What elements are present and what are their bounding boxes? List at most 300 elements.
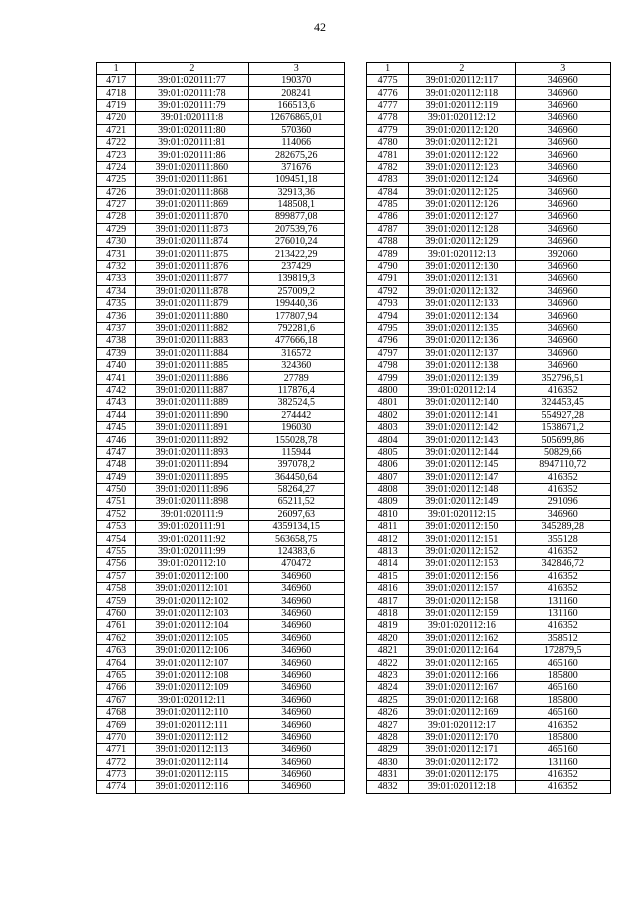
cell-number: 4736 (97, 310, 136, 322)
cell-number: 4741 (97, 372, 136, 384)
cell-number: 4720 (97, 112, 136, 124)
cell-number: 4810 (367, 508, 409, 520)
cell-number: 4725 (97, 174, 136, 186)
table-row (97, 706, 345, 718)
cell-number: 4744 (97, 409, 136, 421)
cell-number: 4832 (367, 781, 409, 793)
cell-value: 416352 (515, 781, 610, 793)
cell-cadastral-number: 39:01:020112:104 (136, 620, 248, 632)
cell-value: 382524,5 (248, 397, 344, 409)
cell-value: 115944 (248, 446, 344, 458)
cell-number: 4743 (97, 397, 136, 409)
cell-cadastral-number: 39:01:020111:873 (136, 223, 248, 235)
table-row (97, 99, 345, 111)
cell-value: 346960 (248, 682, 344, 694)
table-row (97, 483, 345, 495)
cell-value: 117876,4 (248, 384, 344, 396)
cell-cadastral-number: 39:01:020112:132 (409, 285, 515, 297)
cell-cadastral-number: 39:01:020111:887 (136, 384, 248, 396)
table-row (367, 545, 611, 557)
table-row (97, 186, 345, 198)
cell-cadastral-number: 39:01:020112:109 (136, 682, 248, 694)
cell-cadastral-number: 39:01:020112:143 (409, 434, 515, 446)
table-row (97, 322, 345, 334)
cell-number: 4770 (97, 731, 136, 743)
cell-cadastral-number: 39:01:020111:81 (136, 136, 248, 148)
table-row (97, 694, 345, 706)
cell-cadastral-number: 39:01:020112:18 (409, 781, 515, 793)
table-row (367, 595, 611, 607)
cell-value: 109451,18 (248, 174, 344, 186)
cell-number: 4737 (97, 322, 136, 334)
cell-value: 1538671,2 (515, 421, 610, 433)
cell-value: 346960 (248, 632, 344, 644)
table-row (367, 756, 611, 768)
cell-number: 4760 (97, 607, 136, 619)
cell-value: 346960 (515, 359, 610, 371)
cell-value: 148508,1 (248, 198, 344, 210)
cell-number: 4762 (97, 632, 136, 644)
cell-cadastral-number: 39:01:020112:115 (136, 768, 248, 780)
table-row (367, 657, 611, 669)
cell-value: 346960 (248, 595, 344, 607)
cell-cadastral-number: 39:01:020112:167 (409, 682, 515, 694)
cell-cadastral-number: 39:01:020112:141 (409, 409, 515, 421)
cell-number: 4772 (97, 756, 136, 768)
table-row (97, 434, 345, 446)
cell-value: 416352 (515, 471, 610, 483)
header-cell-value: 3 (515, 63, 610, 75)
cell-cadastral-number: 39:01:020112:125 (409, 186, 515, 198)
cell-cadastral-number: 39:01:020112:124 (409, 174, 515, 186)
cell-number: 4734 (97, 285, 136, 297)
cell-number: 4828 (367, 731, 409, 743)
table-row (97, 310, 345, 322)
cell-number: 4823 (367, 669, 409, 681)
cell-value: 27789 (248, 372, 344, 384)
cell-number: 4807 (367, 471, 409, 483)
registry-table-left (96, 62, 345, 794)
cell-value: 346960 (515, 310, 610, 322)
cell-cadastral-number: 39:01:020111:880 (136, 310, 248, 322)
cell-cadastral-number: 39:01:020112:103 (136, 607, 248, 619)
table-row (367, 174, 611, 186)
cell-cadastral-number: 39:01:020111:889 (136, 397, 248, 409)
cell-cadastral-number: 39:01:020112:16 (409, 620, 515, 632)
cell-number: 4746 (97, 434, 136, 446)
cell-cadastral-number: 39:01:020112:137 (409, 347, 515, 359)
cell-value: 346960 (515, 87, 610, 99)
cell-number: 4767 (97, 694, 136, 706)
cell-value: 207539,76 (248, 223, 344, 235)
table-row (367, 781, 611, 793)
cell-cadastral-number: 39:01:020111:8 (136, 112, 248, 124)
cell-cadastral-number: 39:01:020112:138 (409, 359, 515, 371)
table-row (367, 75, 611, 87)
cell-cadastral-number: 39:01:020112:140 (409, 397, 515, 409)
cell-cadastral-number: 39:01:020112:165 (409, 657, 515, 669)
cell-number: 4804 (367, 434, 409, 446)
table-row (97, 731, 345, 743)
cell-number: 4778 (367, 112, 409, 124)
cell-number: 4797 (367, 347, 409, 359)
cell-number: 4722 (97, 136, 136, 148)
cell-value: 282675,26 (248, 149, 344, 161)
cell-number: 4801 (367, 397, 409, 409)
table-row (97, 508, 345, 520)
cell-value: 346960 (248, 719, 344, 731)
header-cell-number: 1 (97, 63, 136, 75)
table-row (367, 99, 611, 111)
cell-cadastral-number: 39:01:020112:100 (136, 570, 248, 582)
cell-number: 4738 (97, 335, 136, 347)
table-row (97, 149, 345, 161)
cell-number: 4805 (367, 446, 409, 458)
cell-cadastral-number: 39:01:020112:121 (409, 136, 515, 148)
table-row (97, 459, 345, 471)
cell-number: 4721 (97, 124, 136, 136)
cell-cadastral-number: 39:01:020111:874 (136, 236, 248, 248)
cell-cadastral-number: 39:01:020112:116 (136, 781, 248, 793)
table-row (367, 384, 611, 396)
cell-value: 392060 (515, 248, 610, 260)
cell-number: 4787 (367, 223, 409, 235)
cell-value: 397078,2 (248, 459, 344, 471)
cell-number: 4792 (367, 285, 409, 297)
table-row (97, 248, 345, 260)
table-row (97, 198, 345, 210)
table-row (97, 719, 345, 731)
table-row (97, 372, 345, 384)
cell-value: 570360 (248, 124, 344, 136)
table-row (367, 607, 611, 619)
cell-number: 4779 (367, 124, 409, 136)
registry-table-right (366, 62, 611, 794)
cell-number: 4814 (367, 558, 409, 570)
cell-value: 114066 (248, 136, 344, 148)
cell-cadastral-number: 39:01:020111:884 (136, 347, 248, 359)
cell-cadastral-number: 39:01:020111:886 (136, 372, 248, 384)
table-row (97, 620, 345, 632)
cell-number: 4825 (367, 694, 409, 706)
table-row (367, 310, 611, 322)
table-row (97, 521, 345, 533)
cell-cadastral-number: 39:01:020111:879 (136, 298, 248, 310)
cell-value: 276010,24 (248, 236, 344, 248)
header-cell-cadastral: 2 (136, 63, 248, 75)
cell-cadastral-number: 39:01:020112:119 (409, 99, 515, 111)
cell-number: 4783 (367, 174, 409, 186)
cell-cadastral-number: 39:01:020112:148 (409, 483, 515, 495)
cell-value: 346960 (515, 273, 610, 285)
cell-number: 4754 (97, 533, 136, 545)
cell-cadastral-number: 39:01:020111:79 (136, 99, 248, 111)
table-row (367, 471, 611, 483)
cell-number: 4727 (97, 198, 136, 210)
table-row (367, 731, 611, 743)
cell-value: 346960 (515, 260, 610, 272)
cell-value: 505699,86 (515, 434, 610, 446)
cell-number: 4753 (97, 521, 136, 533)
cell-value: 58264,27 (248, 483, 344, 495)
cell-number: 4764 (97, 657, 136, 669)
cell-number: 4724 (97, 161, 136, 173)
cell-cadastral-number: 39:01:020112:133 (409, 298, 515, 310)
cell-cadastral-number: 39:01:020111:876 (136, 260, 248, 272)
cell-cadastral-number: 39:01:020111:92 (136, 533, 248, 545)
cell-number: 4756 (97, 558, 136, 570)
cell-value: 172879,5 (515, 644, 610, 656)
registry-table-left-body (97, 63, 345, 794)
cell-cadastral-number: 39:01:020112:152 (409, 545, 515, 557)
cell-cadastral-number: 39:01:020111:80 (136, 124, 248, 136)
cell-cadastral-number: 39:01:020112:17 (409, 719, 515, 731)
cell-value: 346960 (248, 657, 344, 669)
cell-number: 4803 (367, 421, 409, 433)
cell-number: 4799 (367, 372, 409, 384)
table-row (367, 533, 611, 545)
table-row (97, 335, 345, 347)
cell-cadastral-number: 39:01:020111:860 (136, 161, 248, 173)
table-row (367, 583, 611, 595)
table-row (97, 211, 345, 223)
cell-number: 4776 (367, 87, 409, 99)
cell-value: 346960 (248, 768, 344, 780)
cell-value: 465160 (515, 682, 610, 694)
cell-number: 4775 (367, 75, 409, 87)
cell-number: 4816 (367, 583, 409, 595)
cell-value: 190370 (248, 75, 344, 87)
table-row (367, 124, 611, 136)
cell-cadastral-number: 39:01:020112:168 (409, 694, 515, 706)
cell-number: 4794 (367, 310, 409, 322)
cell-cadastral-number: 39:01:020111:9 (136, 508, 248, 520)
cell-cadastral-number: 39:01:020112:149 (409, 496, 515, 508)
table-header-row (97, 63, 345, 75)
table-row (97, 87, 345, 99)
cell-number: 4747 (97, 446, 136, 458)
cell-value: 346960 (515, 124, 610, 136)
cell-value: 139819,3 (248, 273, 344, 285)
cell-cadastral-number: 39:01:020112:169 (409, 706, 515, 718)
cell-cadastral-number: 39:01:020112:127 (409, 211, 515, 223)
cell-value: 65211,52 (248, 496, 344, 508)
cell-number: 4768 (97, 706, 136, 718)
cell-cadastral-number: 39:01:020111:895 (136, 471, 248, 483)
cell-value: 199440,36 (248, 298, 344, 310)
cell-number: 4821 (367, 644, 409, 656)
cell-cadastral-number: 39:01:020111:870 (136, 211, 248, 223)
cell-cadastral-number: 39:01:020112:130 (409, 260, 515, 272)
table-row (97, 583, 345, 595)
table-row (97, 446, 345, 458)
cell-cadastral-number: 39:01:020112:172 (409, 756, 515, 768)
cell-cadastral-number: 39:01:020111:91 (136, 521, 248, 533)
table-row (367, 682, 611, 694)
cell-number: 4717 (97, 75, 136, 87)
table-row (367, 706, 611, 718)
cell-cadastral-number: 39:01:020112:10 (136, 558, 248, 570)
cell-number: 4822 (367, 657, 409, 669)
table-row (367, 768, 611, 780)
table-row (97, 397, 345, 409)
cell-number: 4774 (97, 781, 136, 793)
cell-cadastral-number: 39:01:020111:875 (136, 248, 248, 260)
cell-cadastral-number: 39:01:020111:893 (136, 446, 248, 458)
table-row (367, 669, 611, 681)
cell-cadastral-number: 39:01:020112:162 (409, 632, 515, 644)
table-row (367, 285, 611, 297)
cell-cadastral-number: 39:01:020111:861 (136, 174, 248, 186)
cell-value: 465160 (515, 657, 610, 669)
table-row (97, 545, 345, 557)
table-row (97, 409, 345, 421)
table-row (367, 248, 611, 260)
cell-number: 4818 (367, 607, 409, 619)
cell-value: 346960 (248, 583, 344, 595)
cell-number: 4758 (97, 583, 136, 595)
cell-cadastral-number: 39:01:020112:150 (409, 521, 515, 533)
cell-cadastral-number: 39:01:020111:99 (136, 545, 248, 557)
header-cell-value: 3 (248, 63, 344, 75)
cell-value: 346960 (515, 298, 610, 310)
cell-cadastral-number: 39:01:020112:131 (409, 273, 515, 285)
table-row (367, 260, 611, 272)
cell-number: 4802 (367, 409, 409, 421)
table-row (97, 657, 345, 669)
cell-number: 4827 (367, 719, 409, 731)
cell-value: 342846,72 (515, 558, 610, 570)
cell-number: 4781 (367, 149, 409, 161)
cell-number: 4729 (97, 223, 136, 235)
cell-value: 346960 (248, 570, 344, 582)
cell-cadastral-number: 39:01:020111:892 (136, 434, 248, 446)
cell-value: 346960 (515, 174, 610, 186)
cell-number: 4730 (97, 236, 136, 248)
cell-value: 416352 (515, 483, 610, 495)
cell-number: 4732 (97, 260, 136, 272)
cell-number: 4817 (367, 595, 409, 607)
cell-value: 346960 (515, 223, 610, 235)
cell-number: 4745 (97, 421, 136, 433)
cell-value: 124383,6 (248, 545, 344, 557)
cell-number: 4771 (97, 744, 136, 756)
cell-value: 364450,64 (248, 471, 344, 483)
table-row (367, 186, 611, 198)
cell-value: 477666,18 (248, 335, 344, 347)
cell-cadastral-number: 39:01:020112:145 (409, 459, 515, 471)
table-row (97, 273, 345, 285)
cell-number: 4829 (367, 744, 409, 756)
cell-cadastral-number: 39:01:020112:147 (409, 471, 515, 483)
cell-value: 185800 (515, 694, 610, 706)
cell-value: 208241 (248, 87, 344, 99)
cell-number: 4755 (97, 545, 136, 557)
table-row (367, 397, 611, 409)
cell-value: 416352 (515, 768, 610, 780)
cell-number: 4735 (97, 298, 136, 310)
cell-value: 166513,6 (248, 99, 344, 111)
cell-value: 346960 (515, 136, 610, 148)
cell-cadastral-number: 39:01:020112:117 (409, 75, 515, 87)
cell-number: 4761 (97, 620, 136, 632)
cell-number: 4790 (367, 260, 409, 272)
header-cell-cadastral: 2 (409, 63, 515, 75)
table-row (367, 298, 611, 310)
cell-value: 346960 (248, 731, 344, 743)
cell-cadastral-number: 39:01:020112:175 (409, 768, 515, 780)
cell-number: 4777 (367, 99, 409, 111)
table-row (367, 136, 611, 148)
cell-cadastral-number: 39:01:020112:171 (409, 744, 515, 756)
cell-cadastral-number: 39:01:020112:158 (409, 595, 515, 607)
cell-value: 274442 (248, 409, 344, 421)
table-row (367, 744, 611, 756)
cell-value: 155028,78 (248, 434, 344, 446)
cell-number: 4780 (367, 136, 409, 148)
cell-value: 346960 (515, 285, 610, 297)
cell-cadastral-number: 39:01:020111:894 (136, 459, 248, 471)
cell-value: 465160 (515, 744, 610, 756)
cell-cadastral-number: 39:01:020112:111 (136, 719, 248, 731)
cell-value: 563658,75 (248, 533, 344, 545)
cell-value: 324360 (248, 359, 344, 371)
cell-value: 196030 (248, 421, 344, 433)
cell-cadastral-number: 39:01:020112:118 (409, 87, 515, 99)
cell-number: 4763 (97, 644, 136, 656)
cell-value: 416352 (515, 570, 610, 582)
cell-cadastral-number: 39:01:020112:126 (409, 198, 515, 210)
cell-number: 4806 (367, 459, 409, 471)
table-row (97, 496, 345, 508)
cell-cadastral-number: 39:01:020112:139 (409, 372, 515, 384)
cell-value: 257009,2 (248, 285, 344, 297)
cell-value: 371676 (248, 161, 344, 173)
cell-cadastral-number: 39:01:020112:101 (136, 583, 248, 595)
table-row (97, 236, 345, 248)
cell-value: 346960 (515, 112, 610, 124)
cell-value: 26097,63 (248, 508, 344, 520)
table-row (97, 285, 345, 297)
cell-value: 8947110,72 (515, 459, 610, 471)
cell-value: 346960 (248, 781, 344, 793)
cell-cadastral-number: 39:01:020112:13 (409, 248, 515, 260)
table-row (367, 570, 611, 582)
table-row (97, 471, 345, 483)
table-row (97, 781, 345, 793)
table-row (367, 421, 611, 433)
cell-value: 346960 (248, 694, 344, 706)
cell-cadastral-number: 39:01:020112:102 (136, 595, 248, 607)
cell-number: 4811 (367, 521, 409, 533)
cell-cadastral-number: 39:01:020111:883 (136, 335, 248, 347)
cell-cadastral-number: 39:01:020111:896 (136, 483, 248, 495)
table-row (367, 198, 611, 210)
table-row (367, 359, 611, 371)
cell-cadastral-number: 39:01:020112:105 (136, 632, 248, 644)
table-row (367, 149, 611, 161)
table-row (367, 644, 611, 656)
cell-number: 4789 (367, 248, 409, 260)
cell-cadastral-number: 39:01:020112:164 (409, 644, 515, 656)
cell-cadastral-number: 39:01:020112:166 (409, 669, 515, 681)
cell-number: 4826 (367, 706, 409, 718)
cell-value: 185800 (515, 731, 610, 743)
cell-number: 4757 (97, 570, 136, 582)
cell-value: 324453,45 (515, 397, 610, 409)
cell-cadastral-number: 39:01:020112:159 (409, 607, 515, 619)
cell-value: 416352 (515, 719, 610, 731)
